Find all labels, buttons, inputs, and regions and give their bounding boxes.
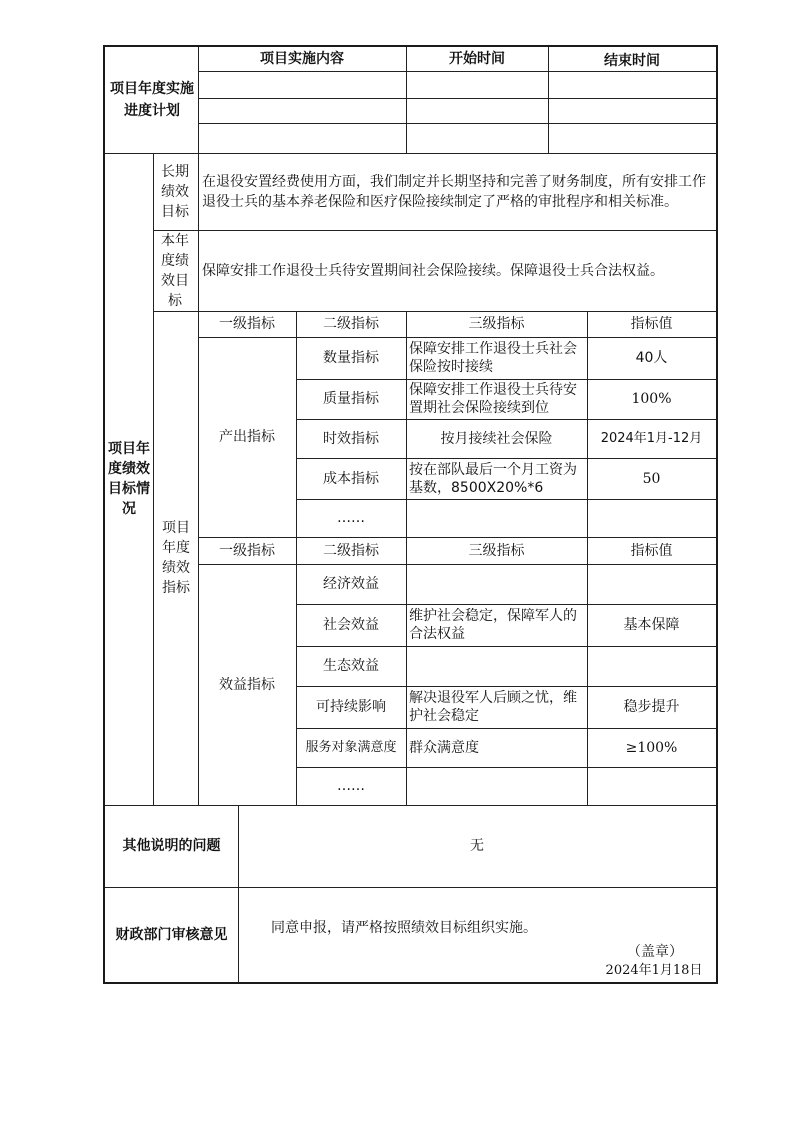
other-label: 其他说明的问题 [122,838,221,854]
col-content-header: 项目实施内容 [260,51,344,67]
col-end-header: 结束时间 [604,53,660,69]
schedule-label: 项目年度实施进度计划 [110,81,194,119]
long-term-label: 长期绩效目标 [161,163,189,220]
benefit-level3: 解决退役军人后顾之忧，维护社会稳定 [409,690,577,724]
benefit-level2: 生态效益 [323,658,379,674]
output-value: 100% [631,391,672,407]
benefit-level2: 社会效益 [323,617,379,633]
benefit-value: ≥100% [625,739,678,756]
divider [198,98,716,99]
annual-label: 本年度绩效目标 [161,232,189,309]
benefit-value: 稳步提升 [623,699,680,715]
output-value: 50 [642,470,661,487]
col-start-header: 开始时间 [449,51,505,67]
benefit-level1: 效益指标 [219,676,275,693]
output-level1: 产出指标 [219,429,275,445]
header-level3: 三级指标 [468,542,525,559]
header-level1: 一级指标 [219,316,275,332]
output-level2: 成本指标 [323,470,379,487]
header-level1: 一级指标 [219,542,275,559]
header-value: 指标值 [630,542,673,559]
benefit-value: 基本保障 [623,617,680,633]
header-level2: 二级指标 [323,542,379,559]
long-term-text: 在退役安置经费使用方面，我们制定并长期坚持和完善了财务制度，所有安排工作退役士兵的基本养老保险和医疗保险接续制定了严格的审批程序和相关标准。 [202,173,706,210]
benefit-level2: 经济效益 [323,576,379,592]
header-value: 指标值 [630,316,673,332]
benefit-level2: …… [337,778,365,794]
form-table [103,45,718,984]
header-level3: 三级指标 [468,316,525,332]
benefit-level3: 维护社会稳定，保障军人的合法权益 [409,608,577,642]
indicators-label: 项目年度绩效指标 [162,520,190,596]
annual-text: 保障安排工作退役士兵待安置期间社会保险接续。保障退役士兵合法权益。 [202,262,664,279]
finance-date: 2024年1月18日 [605,963,703,978]
output-level2: 时效指标 [323,430,379,447]
output-level3: 保障安排工作退役士兵社会保险按时接续 [409,341,577,375]
divider [153,153,154,805]
output-level2: 数量指标 [323,350,379,366]
finance-seal: （盖章） [627,944,683,960]
finance-opinion: 同意申报，请严格按照绩效目标组织实施。 [271,920,537,936]
header-level2: 二级指标 [323,316,379,332]
benefit-level2: 服务对象满意度 [305,739,397,755]
other-value: 无 [470,838,484,854]
output-level3: 按在部队最后一个月工资为基数，8500X20%*6 [409,461,577,496]
output-value: 2024年1月-12月 [600,430,703,446]
benefit-level2: 可持续影响 [316,699,386,715]
output-level3: 按月接续社会保险 [440,430,553,447]
output-level3: 保障安排工作退役士兵待安置期社会保险接续到位 [409,382,577,416]
performance-label: 项目年度绩效目标情况 [108,441,150,517]
benefit-level3: 群众满意度 [409,739,479,756]
output-level2: 质量指标 [323,391,379,407]
output-level2: …… [337,510,365,526]
divider [198,123,716,124]
finance-label: 财政部门审核意见 [115,926,228,943]
output-value: 40人 [635,350,668,366]
